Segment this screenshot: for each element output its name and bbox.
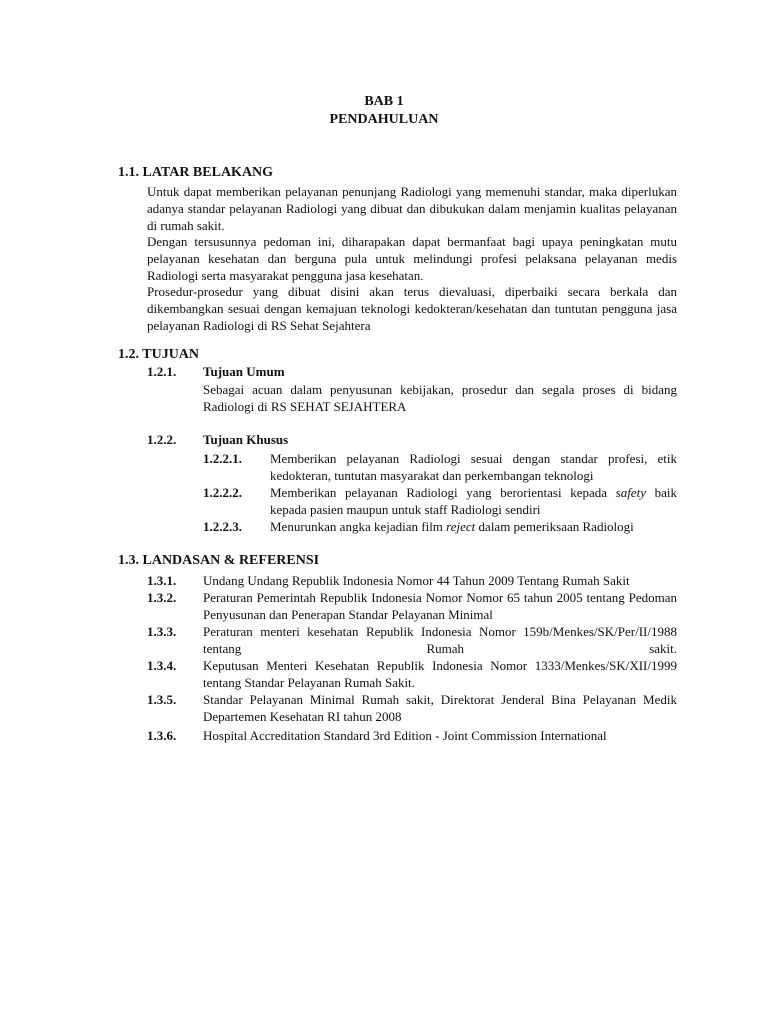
section-heading-landasan-referensi: 1.3. LANDASAN & REFERENSI [118, 553, 320, 568]
paragraph: Prosedur-prosedur yang dibuat disini akan terus dievaluasi, diperbaiki secara berkala dan dikembangkan sesuai dengan kemajuan teknologi kedokteran/kesehatan dan tuntutan pengguna jasa pelayanan Radiologi di RS Sehat Sejahtera [147, 284, 677, 333]
subsection-title: Tujuan Umum [203, 364, 285, 379]
subsection-text: Sebagai acuan dalam penyusunan kebijakan, prosedur dan segala proses di bidang Radiologi di RS SEHAT SEJAHTERA [203, 382, 677, 414]
reference-text: Standar Pelayanan Minimal Rumah sakit, Direktorat Jenderal Bina Pelayanan Medik Departemen Kesehatan RI tahun 2008 [203, 692, 677, 724]
reference-number: 1.3.1. [147, 573, 177, 588]
section-heading-latar-belakang: 1.1. LATAR BELAKANG [118, 165, 274, 180]
item-text: Memberikan pelayanan Radiologi sesuai dengan standar profesi, etik kedokteran, tuntutan masyarakat dan perkembangan teknologi [270, 451, 677, 483]
subsection-title: Tujuan Khusus [203, 432, 289, 447]
subsection-number: 1.2.2. [147, 432, 177, 447]
reference-number: 1.3.4. [147, 658, 177, 673]
item-text-part: baik kepada pasien maupun untuk staff Radiologi sendiri [270, 485, 677, 517]
reference-number: 1.3.2. [147, 590, 177, 605]
paragraph: Untuk dapat memberikan pelayanan penunjang Radiologi yang memenuhi standar, maka diperlukan adanya standar pelayanan Radiologi yang dibuat dan dibukukan dalam menjamin kualitas pelayanan di rumah sakit. [147, 184, 677, 233]
item-text [270, 518, 677, 535]
item-text-part: dalam pemeriksaan Radiologi [475, 519, 634, 534]
reference-text: Hospital Accreditation Standard 3rd Edition - Joint Commission International [203, 728, 607, 743]
item-text-part: Menurunkan angka kejadian film [270, 519, 447, 534]
reference-number: 1.3.3. [147, 624, 177, 639]
item-text-part: Memberikan pelayanan Radiologi yang berorientasi kepada [270, 485, 616, 500]
item-text-emphasis: safety [615, 485, 646, 500]
item-number: 1.2.2.2. [203, 485, 242, 500]
chapter-number: BAB 1 [364, 94, 404, 109]
item-text [270, 484, 677, 518]
reference-text: Keputusan Menteri Kesehatan Republik Indonesia Nomor 1333/Menkes/SK/XII/1999 tentang Standar Pelayanan Rumah Sakit. [203, 658, 677, 690]
reference-number: 1.3.5. [147, 692, 177, 707]
item-number: 1.2.2.3. [203, 519, 242, 534]
item-number: 1.2.2.1. [203, 451, 242, 466]
reference-text: Peraturan Pemerintah Republik Indonesia Nomor Nomor 65 tahun 2005 tentang Pedoman Penyusunan dan Penerapan Standar Pelayanan Minimal [203, 590, 677, 622]
chapter-title: PENDAHULUAN [329, 112, 439, 127]
section-heading-tujuan: 1.2. TUJUAN [118, 347, 200, 362]
subsection-number: 1.2.1. [147, 364, 177, 379]
paragraph: Dengan tersusunnya pedoman ini, diharapakan dapat bermanfaat bagi upaya peningkatan mutu pelayanan kesehatan dan berguna pula untuk melindungi profesi pelaksana pelayanan medis Radiologi serta masyarakat pengguna jasa kesehatan. [147, 234, 677, 283]
item-text-emphasis: reject [446, 519, 476, 534]
reference-text: Undang Undang Republik Indonesia Nomor 44 Tahun 2009 Tentang Rumah Sakit [203, 573, 630, 588]
reference-text: Peraturan menteri kesehatan Republik Indonesia Nomor 159b/Menkes/SK/Per/II/1988 tentang Rumah sakit. [203, 624, 677, 656]
reference-number: 1.3.6. [147, 728, 177, 743]
